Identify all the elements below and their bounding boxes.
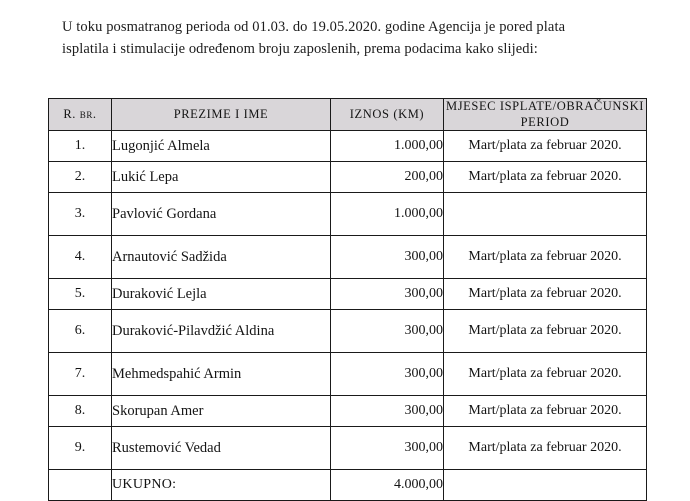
table-row <box>49 236 647 279</box>
column-header-name: PREZIME I IME <box>112 99 331 131</box>
cell-amount: 1.000,00 <box>331 193 444 236</box>
table-total-row <box>49 470 647 501</box>
cell-name: Lugonjić Almela <box>112 131 331 162</box>
cell-month <box>444 193 647 236</box>
table-row <box>49 131 647 162</box>
cell-number: 8. <box>49 396 112 427</box>
cell-number: 5. <box>49 279 112 310</box>
cell-amount: 300,00 <box>331 396 444 427</box>
table-body <box>49 131 647 501</box>
cell-total-label: UKUPNO: <box>112 470 331 501</box>
cell-month: Mart/plata za februar 2020. <box>444 236 647 279</box>
cell-name: Lukić Lepa <box>112 162 331 193</box>
cell-amount: 200,00 <box>331 162 444 193</box>
cell-name: Mehmedspahić Armin <box>112 353 331 396</box>
cell-month: Mart/plata za februar 2020. <box>444 427 647 470</box>
cell-amount: 300,00 <box>331 236 444 279</box>
table-row <box>49 427 647 470</box>
column-header-month-line1: MJESEC ISPLATE/OBRAČUNSKI <box>445 99 644 113</box>
cell-number: 3. <box>49 193 112 236</box>
cell-name: Arnautović Sadžida <box>112 236 331 279</box>
cell-amount: 300,00 <box>331 279 444 310</box>
cell-amount: 300,00 <box>331 310 444 353</box>
column-header-month-line2: PERIOD <box>520 114 570 129</box>
table-row <box>49 310 647 353</box>
payments-table <box>48 98 647 501</box>
cell-number: 7. <box>49 353 112 396</box>
column-header-number: R. br. <box>49 99 112 131</box>
cell-month: Mart/plata za februar 2020. <box>444 131 647 162</box>
table-row <box>49 396 647 427</box>
table-header <box>49 99 647 131</box>
table-row <box>49 353 647 396</box>
cell-number: 2. <box>49 162 112 193</box>
cell-number: 9. <box>49 427 112 470</box>
cell-total-amount: 4.000,00 <box>331 470 444 501</box>
cell-month: Mart/plata za februar 2020. <box>444 396 647 427</box>
table-row <box>49 162 647 193</box>
table-header-row <box>49 99 647 131</box>
cell-amount: 1.000,00 <box>331 131 444 162</box>
cell-number: 1. <box>49 131 112 162</box>
cell-month: Mart/plata za februar 2020. <box>444 162 647 193</box>
table-row <box>49 193 647 236</box>
cell-name: Rustemović Vedad <box>112 427 331 470</box>
cell-number: 6. <box>49 310 112 353</box>
cell-number: 4. <box>49 236 112 279</box>
cell-name: Duraković-Pilavdžić Aldina <box>112 310 331 353</box>
table-row <box>49 279 647 310</box>
column-header-month <box>444 99 647 131</box>
cell-month: Mart/plata za februar 2020. <box>444 353 647 396</box>
cell-number-empty <box>49 470 112 501</box>
cell-total-month <box>444 470 647 501</box>
intro-line-1: U toku posmatranog perioda od 01.03. do 19.05.2020. godine Agencija je pored plata <box>62 19 566 35</box>
cell-month: Mart/plata za februar 2020. <box>444 310 647 353</box>
intro-paragraph <box>62 16 652 61</box>
column-header-amount: IZNOS (KM) <box>331 99 444 131</box>
cell-name: Duraković Lejla <box>112 279 331 310</box>
intro-line-2: isplatila i stimulacije određenom broju zaposlenih, prema podacima kako slijedi: <box>62 41 538 58</box>
cell-name: Pavlović Gordana <box>112 193 331 236</box>
cell-name: Skorupan Amer <box>112 396 331 427</box>
cell-month: Mart/plata za februar 2020. <box>444 279 647 310</box>
cell-amount: 300,00 <box>331 353 444 396</box>
cell-amount: 300,00 <box>331 427 444 470</box>
